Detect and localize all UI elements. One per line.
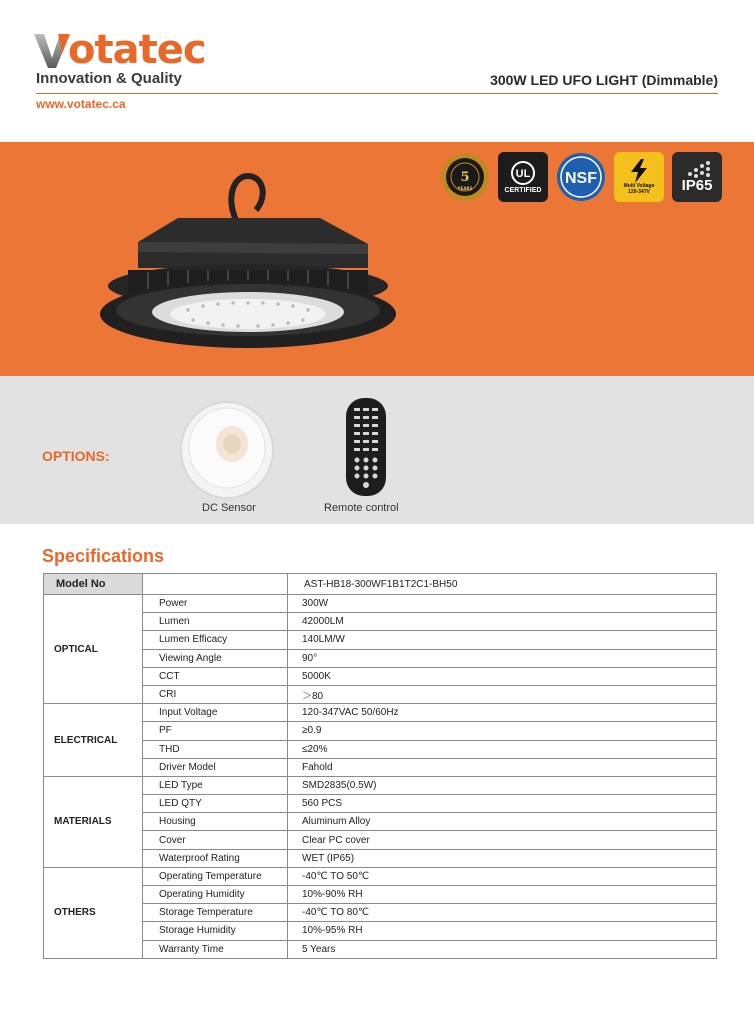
- table-row: [44, 867, 717, 885]
- spec-value: -40℃ TO 50℃: [288, 867, 717, 885]
- warranty-seal-icon: [440, 152, 490, 202]
- spec-value: SMD2835(0.5W): [288, 776, 717, 794]
- table-row: [44, 813, 717, 831]
- spec-parameter: Cover: [143, 831, 288, 849]
- spec-parameter: Operating Temperature: [143, 867, 288, 885]
- spec-group-label: OTHERS: [44, 867, 143, 958]
- ul-text: UL: [515, 167, 531, 180]
- model-no-value: AST-HB18-300WF1B1T2C1-BH50: [288, 574, 717, 595]
- votatec-logo: [32, 27, 206, 73]
- spec-parameter: PF: [143, 722, 288, 740]
- table-row: [44, 722, 717, 740]
- spec-value: 90°: [288, 649, 717, 667]
- voltage-range-text: 120-347V: [628, 189, 650, 195]
- page-title: 300W LED UFO LIGHT (Dimmable): [490, 72, 718, 88]
- spec-value: 120-347VAC 50/60Hz: [288, 704, 717, 722]
- options-section: [0, 376, 754, 524]
- table-row: [44, 831, 717, 849]
- dc-sensor-image: [178, 394, 276, 500]
- five-year-warranty-badge: [440, 152, 490, 202]
- table-row: [44, 704, 717, 722]
- table-row: [44, 595, 717, 613]
- spec-parameter: LED QTY: [143, 795, 288, 813]
- spec-parameter: Power: [143, 595, 288, 613]
- certification-badges: [440, 152, 722, 202]
- spec-value: 560 PCS: [288, 795, 717, 813]
- spec-value: 140LM/W: [288, 631, 717, 649]
- spec-parameter: CCT: [143, 667, 288, 685]
- warranty-text: YEARS: [457, 186, 473, 191]
- spec-parameter: Lumen: [143, 613, 288, 631]
- model-no-label: Model No: [44, 574, 143, 595]
- table-row: [44, 613, 717, 631]
- multi-voltage-badge: [614, 152, 664, 202]
- table-row: [44, 940, 717, 958]
- dc-sensor-label: DC Sensor: [202, 502, 256, 514]
- table-row: [44, 667, 717, 685]
- spec-parameter: Storage Humidity: [143, 922, 288, 940]
- ip-rating-text: IP65: [681, 177, 713, 194]
- table-row: [44, 904, 717, 922]
- spec-value: Fahold: [288, 758, 717, 776]
- nsf-logo-icon: [556, 152, 606, 202]
- spec-group-label: MATERIALS: [44, 776, 143, 867]
- spec-parameter: LED Type: [143, 776, 288, 794]
- table-row: [44, 886, 717, 904]
- ul-certified-badge: [498, 152, 548, 202]
- spec-value: 10%-90% RH: [288, 886, 717, 904]
- tagline: Innovation & Quality: [36, 70, 182, 87]
- spec-parameter: Lumen Efficacy: [143, 631, 288, 649]
- table-row: [44, 776, 717, 794]
- spec-value: -40℃ TO 80℃: [288, 904, 717, 922]
- water-drops-icon: [680, 160, 714, 178]
- spec-group-label: OPTICAL: [44, 595, 143, 704]
- multi-voltage-text: Multi Voltage: [623, 183, 655, 189]
- spec-value: 5000K: [288, 667, 717, 685]
- table-row: [44, 849, 717, 867]
- nsf-text: NSF: [565, 170, 597, 187]
- spec-parameter: Viewing Angle: [143, 649, 288, 667]
- spec-parameter: Input Voltage: [143, 704, 288, 722]
- spec-parameter: Housing: [143, 813, 288, 831]
- remote-control-image: [344, 396, 388, 498]
- spec-value: ＞80: [288, 685, 717, 703]
- specifications-heading: Specifications: [42, 546, 165, 566]
- specifications-table: [43, 573, 717, 959]
- ufo-light-product-image: [98, 158, 398, 368]
- ul-logo-icon: [508, 161, 538, 185]
- spec-group-label: ELECTRICAL: [44, 704, 143, 777]
- lightning-bolt-icon: [629, 159, 649, 183]
- hero-banner: [0, 142, 754, 376]
- spec-parameter: Driver Model: [143, 758, 288, 776]
- spec-parameter: Operating Humidity: [143, 886, 288, 904]
- spec-parameter: Warranty Time: [143, 940, 288, 958]
- warranty-number: 5: [460, 170, 470, 185]
- model-row: [44, 574, 717, 595]
- table-row: [44, 922, 717, 940]
- table-row: [44, 758, 717, 776]
- spec-value: WET (IP65): [288, 849, 717, 867]
- ip65-badge: [672, 152, 722, 202]
- table-row: [44, 685, 717, 703]
- header-divider: [36, 93, 718, 94]
- table-row: [44, 649, 717, 667]
- spec-value: 10%-95% RH: [288, 922, 717, 940]
- spec-value: 42000LM: [288, 613, 717, 631]
- spec-value: Aluminum Alloy: [288, 813, 717, 831]
- table-row: [44, 795, 717, 813]
- website-link[interactable]: www.votatec.ca: [36, 97, 126, 111]
- model-blank-cell: [143, 574, 288, 595]
- spec-parameter: CRI: [143, 685, 288, 703]
- nsf-badge: [556, 152, 606, 202]
- spec-value: ≥0.9: [288, 722, 717, 740]
- table-row: [44, 631, 717, 649]
- spec-parameter: Storage Temperature: [143, 904, 288, 922]
- spec-value: 5 Years: [288, 940, 717, 958]
- options-title: OPTIONS:: [42, 448, 110, 464]
- remote-control-label: Remote control: [324, 502, 399, 514]
- spec-value: ≤20%: [288, 740, 717, 758]
- ul-certified-text: CERTIFIED: [504, 186, 542, 194]
- spec-parameter: Waterproof Rating: [143, 849, 288, 867]
- brand-name: otatec: [68, 27, 206, 73]
- spec-parameter: THD: [143, 740, 288, 758]
- logo-v-mark: [32, 30, 72, 70]
- table-row: [44, 740, 717, 758]
- spec-value: Clear PC cover: [288, 831, 717, 849]
- spec-value: 300W: [288, 595, 717, 613]
